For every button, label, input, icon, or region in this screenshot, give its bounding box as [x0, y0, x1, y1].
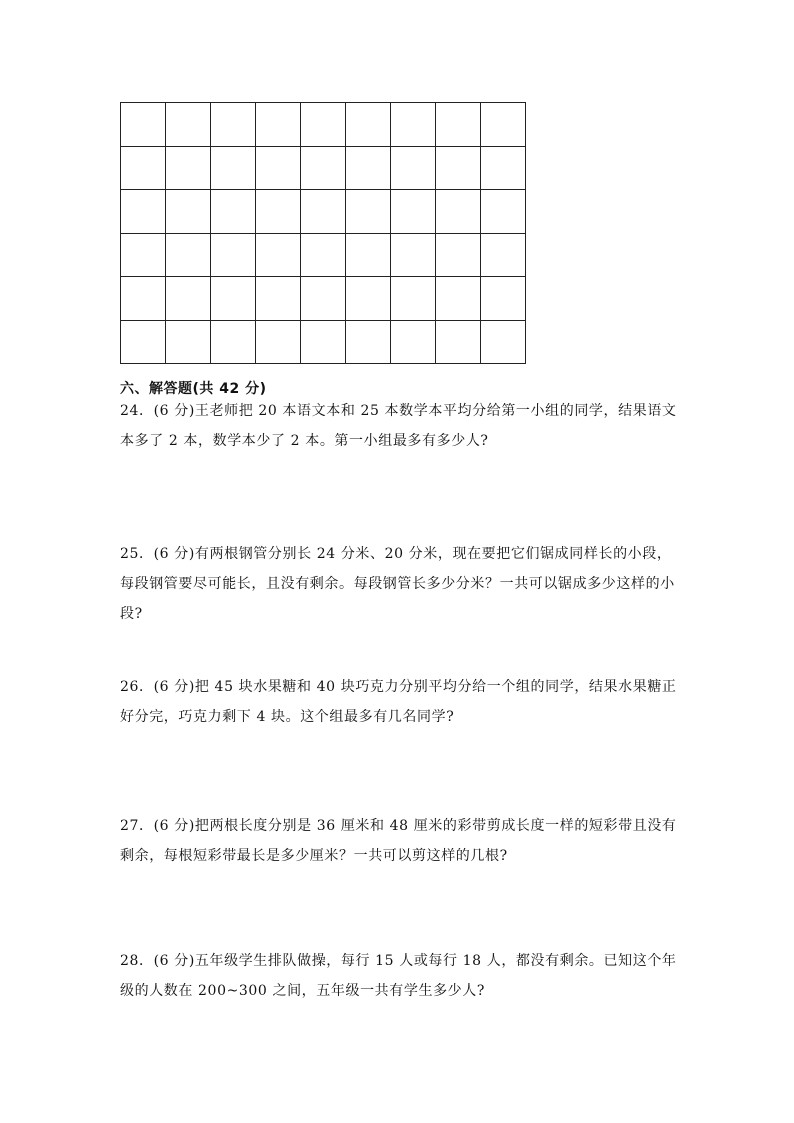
grid-cell [121, 146, 166, 190]
grid-cell [481, 146, 526, 190]
grid-cell [346, 277, 391, 321]
grid-cell [346, 233, 391, 277]
grid-cell [391, 190, 436, 234]
grid-cell [166, 320, 211, 364]
question-number: 24． [120, 403, 154, 419]
grid-cell [346, 103, 391, 147]
grid-cell [391, 320, 436, 364]
grid-cell [436, 320, 481, 364]
grid-cell [481, 103, 526, 147]
grid-cell [256, 233, 301, 277]
grid-cell [166, 233, 211, 277]
grid-cell [121, 233, 166, 277]
grid-cell [121, 277, 166, 321]
grid-cell [256, 103, 301, 147]
grid-row [121, 320, 526, 364]
question-text: (6 分)把两根长度分别是 36 厘米和 48 厘米的彩带剪成长度一样的短彩带且没有剩余，每根短彩带最长是多少厘米？一共可以剪这样的几根? [120, 818, 677, 864]
grid-cell [211, 233, 256, 277]
question-25 [120, 539, 680, 629]
grid-cell [121, 320, 166, 364]
grid-row [121, 146, 526, 190]
grid-cell [211, 190, 256, 234]
question-27 [120, 811, 680, 871]
grid-cell [481, 320, 526, 364]
question-number: 26． [120, 679, 154, 695]
question-26 [120, 672, 680, 732]
grid-cell [391, 146, 436, 190]
grid-cell [346, 190, 391, 234]
grid-row [121, 277, 526, 321]
grid-cell [211, 320, 256, 364]
question-number: 28． [120, 953, 154, 969]
grid-cell [256, 277, 301, 321]
grid-cell [211, 146, 256, 190]
grid-cell [391, 233, 436, 277]
grid-cell [346, 146, 391, 190]
grid-cell [166, 146, 211, 190]
grid-cell [301, 146, 346, 190]
grid-cell [346, 320, 391, 364]
grid-cell [436, 277, 481, 321]
grid-body [121, 103, 526, 364]
grid-cell [211, 103, 256, 147]
grid-cell [256, 146, 301, 190]
grid-cell [256, 320, 301, 364]
grid-cell [166, 190, 211, 234]
grid-cell [166, 277, 211, 321]
grid-cell [301, 277, 346, 321]
grid-cell [481, 190, 526, 234]
grid-cell [256, 190, 301, 234]
grid-cell [481, 277, 526, 321]
question-24 [120, 396, 680, 456]
question-text: (6 分)王老师把 20 本语文本和 25 本数学本平均分给第一小组的同学，结果语文本多了 2 本，数学本少了 2 本。第一小组最多有多少人? [120, 403, 677, 449]
grid-cell [301, 233, 346, 277]
grid-cell [436, 103, 481, 147]
question-number: 25． [120, 546, 154, 562]
grid-cell [391, 277, 436, 321]
grid-cell [391, 103, 436, 147]
grid-cell [121, 190, 166, 234]
grid-row [121, 233, 526, 277]
grid-cell [301, 190, 346, 234]
grid-cell [436, 233, 481, 277]
question-28 [120, 946, 680, 1006]
grid-cell [436, 146, 481, 190]
grid-cell [301, 103, 346, 147]
grid-cell [436, 190, 481, 234]
grid-row [121, 190, 526, 234]
answer-grid [120, 102, 526, 364]
grid-cell [301, 320, 346, 364]
question-number: 27． [120, 818, 154, 834]
question-text: (6 分)有两根钢管分别长 24 分米、20 分米，现在要把它们锯成同样长的小段，每段钢管要尽可能长，且没有剩余。每段钢管长多少分米？一共可以锯成多少这样的小段? [120, 546, 675, 622]
grid-cell [166, 103, 211, 147]
grid-row [121, 103, 526, 147]
question-text: (6 分)把 45 块水果糖和 40 块巧克力分别平均分给一个组的同学，结果水果糖正好分完，巧克力剩下 4 块。这个组最多有几名同学? [120, 679, 677, 725]
section-title: 六、解答题(共 42 分) [120, 381, 267, 397]
grid-cell [211, 277, 256, 321]
question-text: (6 分)五年级学生排队做操，每行 15 人或每行 18 人，都没有剩余。已知这个年级的人数在 200~300 之间，五年级一共有学生多少人? [120, 953, 677, 999]
grid-cell [121, 103, 166, 147]
grid-cell [481, 233, 526, 277]
